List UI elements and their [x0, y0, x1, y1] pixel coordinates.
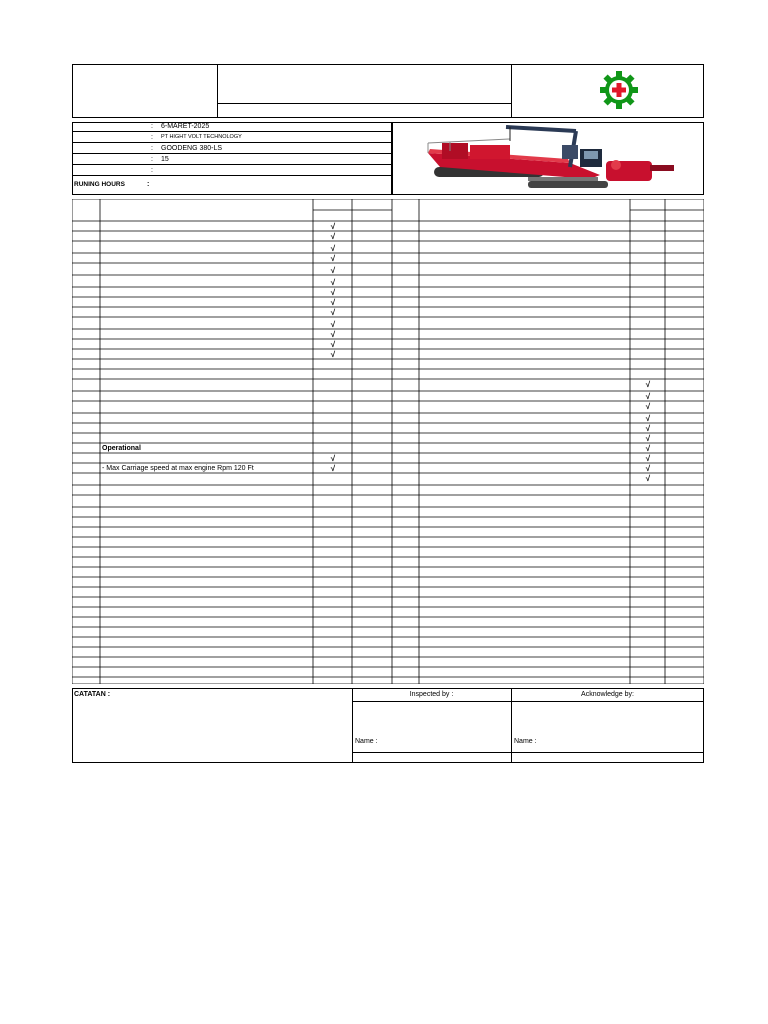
header-divider-right — [511, 64, 512, 118]
header-divider-left — [217, 64, 218, 118]
left-checkmark: √ — [330, 254, 336, 263]
right-checkmark: √ — [645, 424, 651, 433]
machine-value: GOODENG 380-LS — [161, 145, 223, 152]
left-checkmark: √ — [330, 464, 336, 473]
date-colon: : — [151, 123, 153, 130]
left-checkmark: √ — [330, 244, 336, 253]
info-line-1 — [72, 131, 392, 132]
date-value: 6-MARET-2025 — [161, 123, 210, 130]
info-line-2 — [72, 142, 392, 143]
right-checkmark: √ — [645, 474, 651, 483]
green-gear-cross-logo — [592, 70, 646, 110]
header-title-underline — [217, 103, 511, 104]
section-heading-operational: Operational — [102, 445, 141, 452]
running-hours-label: RUNING HOURS — [74, 181, 125, 188]
company-value: PT HIGHT VOLT TECHNOLOGY — [161, 134, 242, 140]
left-checkmark: √ — [330, 266, 336, 275]
right-checkmark: √ — [645, 464, 651, 473]
horizontal-directional-drilling-rig-photo — [420, 123, 684, 193]
right-checkmark: √ — [645, 434, 651, 443]
left-checkmark: √ — [330, 320, 336, 329]
right-checkmark: √ — [645, 454, 651, 463]
checklist-item-text: - Max Carriage speed at max engine Rpm 120 Ft — [102, 465, 254, 472]
left-checkmark: √ — [330, 454, 336, 463]
right-checkmark: √ — [645, 444, 651, 453]
left-checkmark: √ — [330, 308, 336, 317]
inspector-name-label: Name : — [355, 738, 378, 745]
left-checkmark: √ — [330, 232, 336, 241]
running-hours-colon: : — [147, 181, 150, 188]
inspected-by-label: Inspected by : — [409, 691, 454, 698]
left-checkmark: √ — [330, 350, 336, 359]
left-checkmark: √ — [330, 298, 336, 307]
info-line-3 — [72, 153, 392, 154]
notes-label: CATATAN : — [74, 691, 111, 698]
checklist-grid — [72, 199, 704, 684]
footer-header-line — [352, 701, 704, 702]
info-line-4 — [72, 164, 392, 165]
left-checkmark: √ — [330, 288, 336, 297]
number-colon: : — [151, 156, 153, 163]
right-checkmark: √ — [645, 402, 651, 411]
left-checkmark: √ — [330, 340, 336, 349]
left-checkmark: √ — [330, 222, 336, 231]
company-colon: : — [151, 134, 153, 141]
right-checkmark: √ — [645, 392, 651, 401]
left-checkmark: √ — [330, 330, 336, 339]
acknowledge-by-label: Acknowledge by: — [581, 691, 634, 698]
info-line-5 — [72, 175, 392, 176]
empty-colon: : — [151, 167, 153, 174]
number-value: 15 — [161, 156, 169, 163]
right-checkmark: √ — [645, 414, 651, 423]
checklist-table — [72, 199, 704, 684]
left-checkmark: √ — [330, 278, 336, 287]
footer-name-line — [352, 752, 704, 753]
acknowledger-name-label: Name : — [514, 738, 537, 745]
machine-colon: : — [151, 145, 153, 152]
right-checkmark: √ — [645, 380, 651, 389]
